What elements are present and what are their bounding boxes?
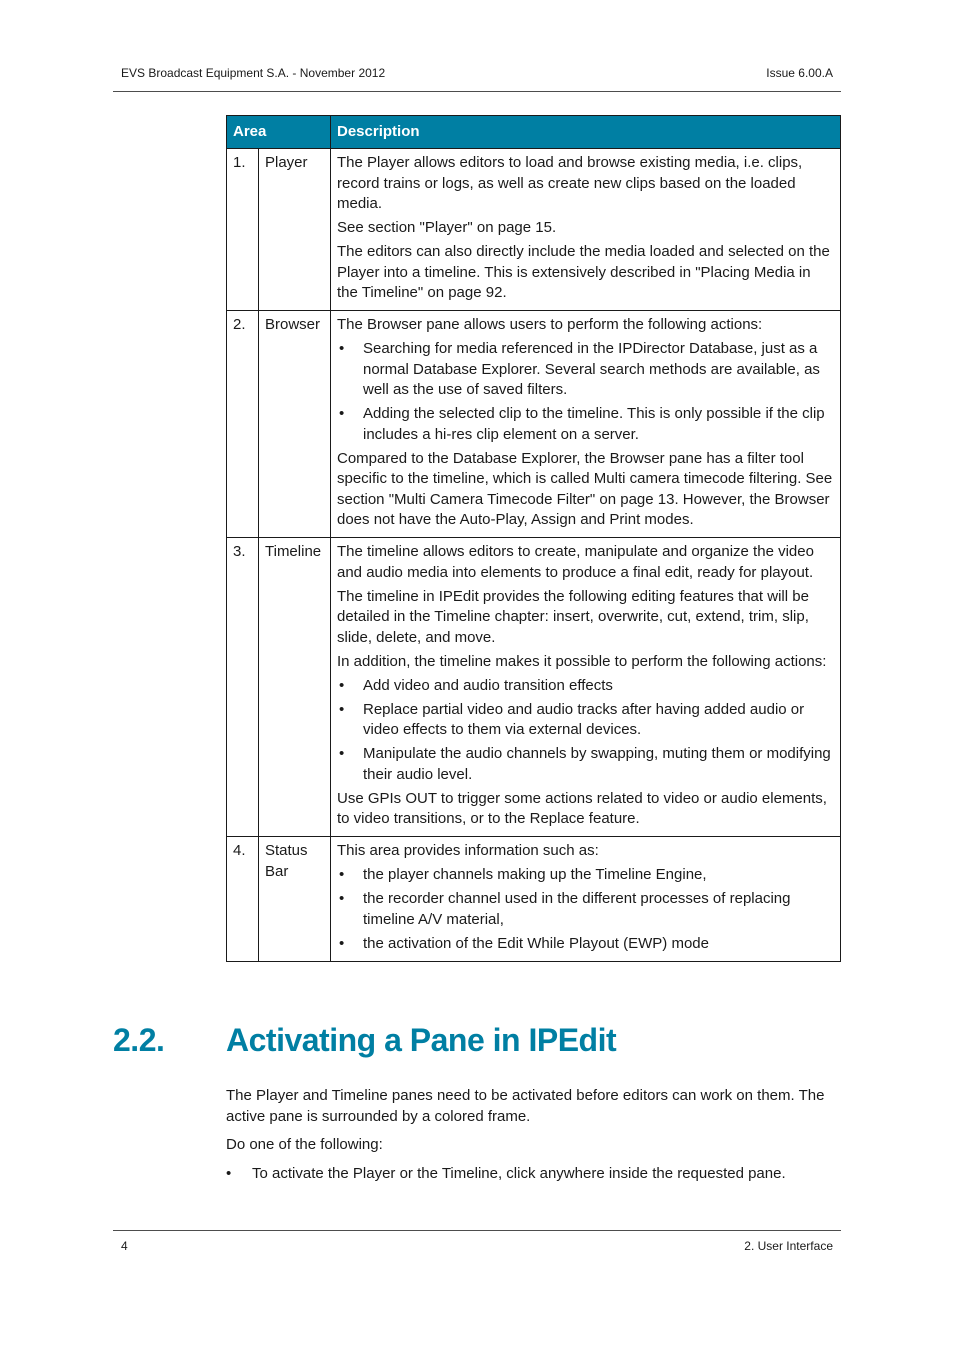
section-title: Activating a Pane in IPEdit (226, 1022, 617, 1058)
row-number: 3. (227, 538, 259, 837)
row-description (331, 149, 841, 311)
body-paragraph: Do one of the following: (226, 1136, 383, 1153)
section-heading (113, 1018, 841, 1066)
footer-chapter: 2. User Interface (744, 1239, 833, 1253)
areas-table (226, 115, 841, 962)
row-number: 4. (227, 837, 259, 962)
section-number: 2.2. (113, 1022, 165, 1058)
header-issue: Issue 6.00.A (766, 66, 833, 80)
description-paragraph: In addition, the timeline makes it possible to perform the following actions: (337, 652, 827, 670)
row-area-name: Status Bar (259, 837, 331, 962)
bullet-item: • Manipulate the audio channels by swapping, muting them or modifying their audio level. (337, 744, 834, 785)
description-paragraph: Compared to the Database Explorer, the Browser pane has a filter tool specific to the timeline, which is called Multi camera timecode filtering. See section "Multi Camera Timecode Filter" on page 13. However, the Browser does not have the Auto-Play, Assign and Print modes. (337, 449, 833, 528)
header-publisher: EVS Broadcast Equipment S.A. - November 2012 (121, 66, 386, 80)
row-description (331, 311, 841, 538)
bullet-item: • Searching for media referenced in the IPDirector Database, just as a normal Database Explorer. Several search methods are available, as well as the use of saved filters. (337, 339, 834, 401)
description-paragraph: The Browser pane allows users to perform the following actions: (337, 316, 763, 333)
table-header-row (227, 116, 841, 149)
row-number: 2. (227, 311, 259, 538)
bullet-item: • Add video and audio transition effects (337, 676, 834, 697)
row-description (331, 837, 841, 962)
table-row (227, 538, 841, 837)
body-paragraph: The Player and Timeline panes need to be activated before editors can work on them. The active pane is surrounded by a colored frame. (226, 1087, 825, 1125)
table-row (227, 311, 841, 538)
bullet-list (226, 1164, 841, 1185)
col-header-area: Area (227, 116, 331, 149)
row-area-name: Player (259, 149, 331, 311)
bullet-item: • To activate the Player or the Timeline, click anywhere inside the requested pane. (226, 1164, 841, 1185)
description-paragraph: The timeline allows editors to create, manipulate and organize the video and audio media into elements to produce a final edit, ready for playout. (337, 543, 814, 581)
row-number: 1. (227, 149, 259, 311)
bullet-item: • Replace partial video and audio tracks after having added audio or video effects to them via external devices. (337, 700, 834, 741)
row-area-name: Browser (259, 311, 331, 538)
bullet-list (337, 339, 834, 445)
table-row (227, 837, 841, 962)
page-header (113, 62, 841, 92)
page-number: 4 (121, 1239, 128, 1253)
description-paragraph: The timeline in IPEdit provides the following editing features that will be detailed in the Timeline chapter: insert, overwrite, cut, extend, trim, slip, slide, delete, and move. (337, 587, 809, 646)
table-row (227, 149, 841, 311)
row-area-name: Timeline (259, 538, 331, 837)
bullet-list (337, 865, 834, 954)
description-paragraph: The Player allows editors to load and browse existing media, i.e. clips, record trains or logs, as well as create new clips based on the loaded media. (337, 154, 803, 212)
description-paragraph: See section "Player" on page 15. (337, 219, 557, 236)
bullet-item: • Adding the selected clip to the timeline. This is only possible if the clip includes a hi-res clip element on a server. (337, 404, 834, 445)
page-footer (113, 1230, 841, 1259)
description-paragraph: Use GPIs OUT to trigger some actions related to video or audio elements, to video transitions, or to the Replace feature. (337, 789, 827, 827)
bullet-item: • the activation of the Edit While Playout (EWP) mode (337, 934, 834, 955)
section-body (226, 1086, 841, 1184)
row-description (331, 538, 841, 837)
bullet-item: • the player channels making up the Timeline Engine, (337, 865, 834, 886)
col-header-description: Description (331, 116, 841, 149)
bullet-item: • the recorder channel used in the different processes of replacing timeline A/V material, (337, 889, 834, 930)
bullet-list (337, 676, 834, 786)
description-paragraph: This area provides information such as: (337, 842, 599, 859)
description-paragraph: The editors can also directly include the media loaded and selected on the Player into a timeline. This is extensively described in "Placing Media in the Timeline" on page 92. (337, 243, 830, 301)
